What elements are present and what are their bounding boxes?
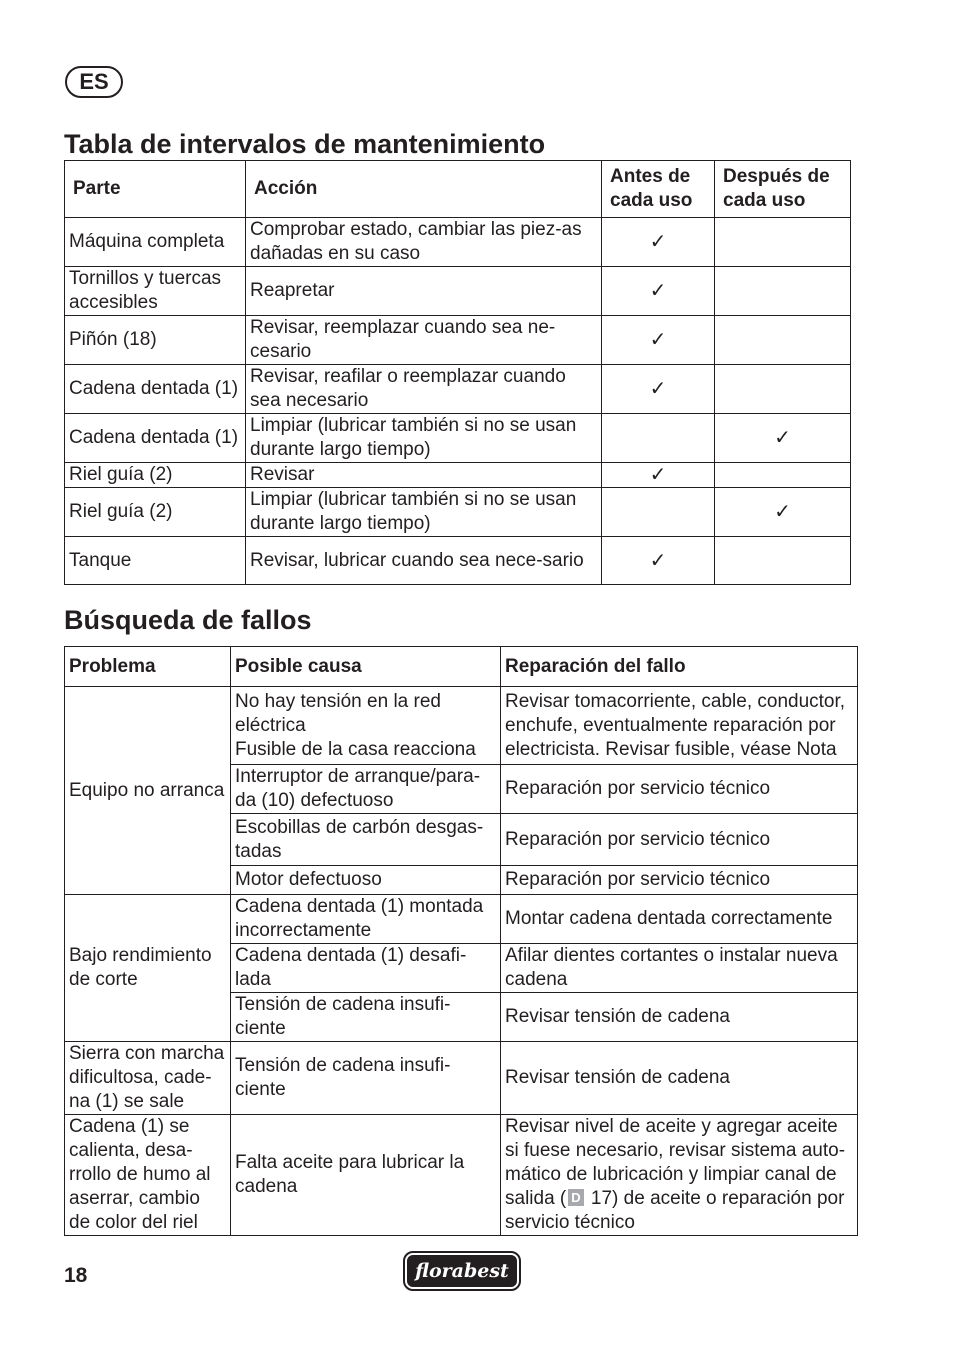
maintenance-action-cell: Revisar, reafilar o reemplazar cuando sea necesario <box>246 365 602 414</box>
repair-text-start: Revisar nivel de aceite y agregar aceite si fuese necesario, revisar sistema auto-mático de lubricación y limpiar canal de salida ( <box>505 1116 846 1209</box>
page-number: 18 <box>64 1264 88 1287</box>
maintenance-row <box>65 414 851 463</box>
after-use-check-cell <box>715 463 851 488</box>
maintenance-action-cell: Limpiar (lubricar también si no se usan durante largo tiempo) <box>246 488 602 537</box>
before-use-check-cell <box>602 414 715 463</box>
maintenance-part-cell: Cadena dentada (1) <box>65 414 246 463</box>
maintenance-table <box>64 160 851 585</box>
maintenance-part-cell: Piñón (18) <box>65 316 246 365</box>
problem-cell: Equipo no arranca <box>65 687 231 895</box>
maintenance-row <box>65 316 851 365</box>
maintenance-row <box>65 267 851 316</box>
before-use-check-cell: ✓ <box>602 316 715 365</box>
maintenance-action-cell: Reapretar <box>246 267 602 316</box>
header-before-line2: cada uso <box>610 190 693 211</box>
language-badge: ES <box>65 66 123 98</box>
after-use-check-cell <box>715 316 851 365</box>
troubleshooting-row <box>65 895 858 944</box>
repair-cell: Revisar tensión de cadena <box>501 1042 858 1115</box>
repair-cell: Montar cadena dentada correctamente <box>501 895 858 944</box>
maintenance-row <box>65 537 851 585</box>
header-cause: Posible causa <box>231 647 501 687</box>
troubleshooting-header-row <box>65 647 858 687</box>
problem-cell: Sierra con marcha dificultosa, cade-na (1) se sale <box>65 1042 231 1115</box>
maintenance-part-cell: Riel guía (2) <box>65 463 246 488</box>
cause-cell: Cadena dentada (1) desafi-lada <box>231 944 501 993</box>
troubleshooting-title: Búsqueda de fallos <box>64 605 312 635</box>
troubleshooting-row <box>65 1042 858 1115</box>
before-use-check-cell: ✓ <box>602 218 715 267</box>
maintenance-action-cell: Limpiar (lubricar también si no se usan durante largo tiempo) <box>246 414 602 463</box>
maintenance-row <box>65 463 851 488</box>
maintenance-part-cell: Tanque <box>65 537 246 585</box>
after-use-check-cell <box>715 267 851 316</box>
repair-cell: Reparación por servicio técnico <box>501 866 858 895</box>
cause-cell: Falta aceite para lubricar la cadena <box>231 1115 501 1236</box>
header-before-line1: Antes de <box>610 166 691 187</box>
maintenance-title: Tabla de intervalos de mantenimiento <box>64 129 546 159</box>
header-before-use <box>602 161 715 218</box>
header-after-use <box>715 161 851 218</box>
page-reference-icon: D <box>568 1189 583 1206</box>
cause-cell: Tensión de cadena insufi-ciente <box>231 1042 501 1115</box>
cause-cell: Cadena dentada (1) montada incorrectamente <box>231 895 501 944</box>
before-use-check-cell <box>602 488 715 537</box>
cause-cell: Interruptor de arranque/para-da (10) defectuoso <box>231 765 501 814</box>
cause-cell: Motor defectuoso <box>231 866 501 895</box>
header-action: Acción <box>246 161 602 218</box>
maintenance-header-row <box>65 161 851 218</box>
troubleshooting-row <box>65 1115 858 1236</box>
maintenance-part-cell: Máquina completa <box>65 218 246 267</box>
after-use-check-cell <box>715 537 851 585</box>
after-use-check-cell: ✓ <box>715 414 851 463</box>
header-after-line1: Después de <box>723 166 830 187</box>
maintenance-action-cell: Revisar, reemplazar cuando sea ne-cesario <box>246 316 602 365</box>
cause-cell: Escobillas de carbón desgas-tadas <box>231 814 501 866</box>
maintenance-part-cell: Riel guía (2) <box>65 488 246 537</box>
maintenance-row <box>65 218 851 267</box>
maintenance-row <box>65 488 851 537</box>
maintenance-part-cell: Cadena dentada (1) <box>65 365 246 414</box>
problem-cell: Bajo rendimiento de corte <box>65 895 231 1042</box>
repair-cell: Revisar tomacorriente, cable, conductor, enchufe, eventualmente reparación por electricista. Revisar fusible, véase Nota <box>501 687 858 765</box>
repair-cell: Reparación por servicio técnico <box>501 765 858 814</box>
repair-cell: Afilar dientes cortantes o instalar nueva cadena <box>501 944 858 993</box>
problem-cell: Cadena (1) se calienta, desa-rrollo de humo al aserrar, cambio de color del riel <box>65 1115 231 1236</box>
maintenance-action-cell: Revisar <box>246 463 602 488</box>
brand-logo-text: florabest <box>415 1260 509 1282</box>
before-use-check-cell: ✓ <box>602 537 715 585</box>
maintenance-part-cell: Tornillos y tuercas accesibles <box>65 267 246 316</box>
header-repair: Reparación del fallo <box>501 647 858 687</box>
repair-cell <box>501 1115 858 1236</box>
troubleshooting-row <box>65 687 858 765</box>
after-use-check-cell <box>715 218 851 267</box>
repair-text-end: 17) de aceite o reparación por servicio técnico <box>505 1188 845 1233</box>
header-problem: Problema <box>65 647 231 687</box>
maintenance-action-cell: Revisar, lubricar cuando sea nece-sario <box>246 537 602 585</box>
maintenance-row <box>65 365 851 414</box>
cause-cell: No hay tensión en la red eléctrica Fusible de la casa reacciona <box>231 687 501 765</box>
troubleshooting-table <box>64 646 858 1236</box>
header-part: Parte <box>65 161 246 218</box>
after-use-check-cell <box>715 365 851 414</box>
after-use-check-cell: ✓ <box>715 488 851 537</box>
cause-cell: Tensión de cadena insufi-ciente <box>231 993 501 1042</box>
repair-cell: Revisar tensión de cadena <box>501 993 858 1042</box>
header-after-line2: cada uso <box>723 190 806 211</box>
before-use-check-cell: ✓ <box>602 463 715 488</box>
before-use-check-cell: ✓ <box>602 365 715 414</box>
maintenance-action-cell: Comprobar estado, cambiar las piez-as dañadas en su caso <box>246 218 602 267</box>
repair-cell: Reparación por servicio técnico <box>501 814 858 866</box>
before-use-check-cell: ✓ <box>602 267 715 316</box>
brand-logo <box>405 1253 519 1289</box>
